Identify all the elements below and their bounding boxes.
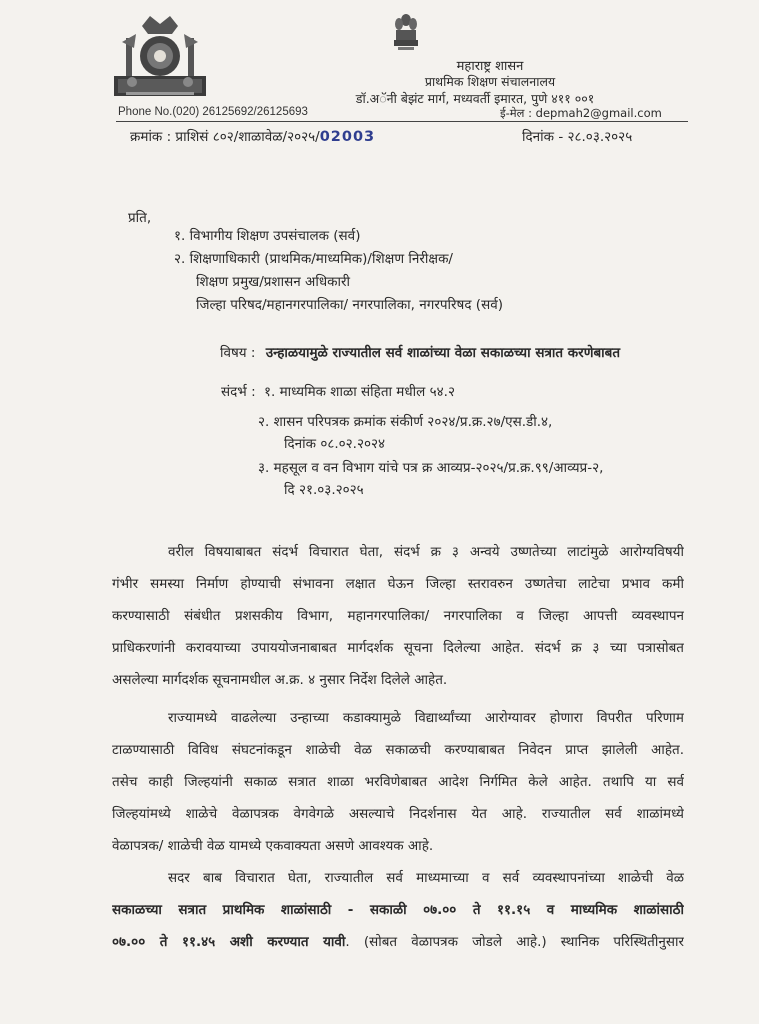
reference-item: दिनांक ०८.०२.२०२४ [284, 436, 386, 452]
recipient-line: २. शिक्षणाधिकारी (प्राथमिक/माध्यमिक)/शिक्षण निरीक्षक/ [174, 251, 453, 267]
header-directorate: प्राथमिक शिक्षण संचालनालय [424, 74, 556, 89]
recipient-line: जिल्हा परिषद/महानगरपालिका/ नगरपालिका, नगरपरिषद (सर्व) [196, 297, 503, 313]
paragraph-line: गंभीर समस्या निर्माण होण्याची संभावना लक्षात घेऊन जिल्हा स्तरावरुन उष्णतेचा लाटेचा प्रभाव कमी [112, 576, 684, 592]
subject-label: विषय : [220, 345, 256, 361]
header-government: महाराष्ट्र शासन [456, 59, 524, 74]
paragraph-line-bold [112, 894, 684, 926]
department-seal-logo [112, 12, 208, 100]
paragraph-line: वेळापत्रक/ शाळेची वेळ यामध्ये एकवाक्यता असणे आवश्यक आहे. [112, 838, 434, 854]
school-timing-bold: सकाळच्या सत्रात प्राथमिक शाळांसाठी - सकाळी ०७.०० ते ११.१५ व माध्यमिक शाळांसाठी [112, 902, 684, 918]
reference-number [130, 127, 375, 145]
body-paragraph-2 [112, 702, 684, 862]
paragraph-line: करण्यासाठी संबंधीत प्रशसकीय विभाग, महानगरपालिका/ नगरपालिका व जिल्हा आपत्ती व्यवस्थापन [112, 608, 684, 624]
references-label: संदर्भ : [221, 384, 256, 400]
paragraph-tail: . (सोबत वेळापत्रक जोडले आहे.) स्थानिक परिस्थितीनुसार [345, 934, 684, 950]
paragraph-line: राज्यामध्ये वाढलेल्या उन्हाच्या कडाक्यामुळे विद्यार्थ्यांच्या आरोग्यावर होणारा विपरीत परिणाम [168, 710, 684, 726]
reference-prefix: क्रमांक : प्राशिसं ८०२/शाळावेळ/२०२५/ [130, 129, 320, 145]
school-timing-bold: ०७.०० ते ११.४५ अशी करण्यात यावी [112, 934, 346, 950]
paragraph-line: वरील विषयाबाबत संदर्भ विचारात घेता, संदर्भ क्र ३ अन्वये उष्णतेच्या लाटांमुळे आरोग्यविषयी [168, 544, 684, 560]
reference-item: १. माध्यमिक शाळा संहिता मधील ५४.२ [264, 384, 455, 400]
header-address: डॉ.अॅनी बेझंट मार्ग, मध्यवर्ती इमारत, पुणे ४११ ००१ [355, 91, 595, 106]
paragraph-line: तसेच काही जिल्हयांनी सकाळ सत्रात शाळा भरविणेबाबत आदेश निर्गमित केले आहेत. तथापि या सर्व [112, 774, 684, 790]
paragraph-line: टाळण्यासाठी विविध संघटनांकडून शाळेची वेळ सकाळची करण्याबाबत निवेदन प्राप्त झालेली आहेत. [112, 742, 684, 758]
paragraph-line: जिल्हयांमध्ये शाळेचे वेळापत्रक वेगवेगळे असल्याचे निदर्शनास येत आहे. राज्यातील सर्व शाळांमध्ये [112, 806, 684, 822]
phone-number: Phone No.(020) 26125692/26125693 [118, 106, 308, 118]
body-paragraph-1 [112, 536, 684, 696]
subject-line [220, 343, 620, 361]
paragraph-line [112, 926, 684, 958]
header-divider [116, 121, 688, 122]
reference-handwritten-number: 02003 [319, 129, 376, 145]
letter-date: दिनांक - २८.०३.२०२५ [522, 129, 633, 145]
subject-text: उन्हाळयामुळे राज्यातील सर्व शाळांच्या वेळा सकाळच्या सत्रात करणेबाबत [265, 345, 621, 361]
body-paragraph-3 [112, 862, 684, 958]
paragraph-line: असलेल्या मार्गदर्शक सूचनामधील अ.क्र. ४ नुसार निर्देश दिलेले आहेत. [112, 672, 448, 688]
paragraph-line: प्राधिकरणांनी करावयाच्या उपाययोजनाबाबत मार्गदर्शक सूचना दिलेल्या आहेत. संदर्भ क्र ३ च्या पत्रासोबत [112, 640, 684, 656]
reference-item: दि २१.०३.२०२५ [284, 482, 364, 498]
national-emblem-icon [392, 12, 420, 52]
recipient-line: १. विभागीय शिक्षण उपसंचालक (सर्व) [174, 228, 361, 244]
reference-item: ३. महसूल व वन विभाग यांचे पत्र क्र आव्यप्र-२०२५/प्र.क्र.९९/आव्यप्र-२, [258, 460, 604, 476]
email-address: ई-मेल : depmah2@gmail.com [500, 106, 662, 120]
paragraph-line: सदर बाब विचारात घेता, राज्यातील सर्व माध्यमाच्या व सर्व व्यवस्थापनांच्या शाळेची वेळ [168, 870, 684, 886]
recipient-line: शिक्षण प्रमुख/प्रशासन अधिकारी [196, 274, 351, 290]
to-label: प्रति, [128, 210, 152, 226]
reference-item: २. शासन परिपत्रक क्रमांक संकीर्ण २०२४/प्र.क्र.२७/एस.डी.४, [258, 414, 553, 430]
